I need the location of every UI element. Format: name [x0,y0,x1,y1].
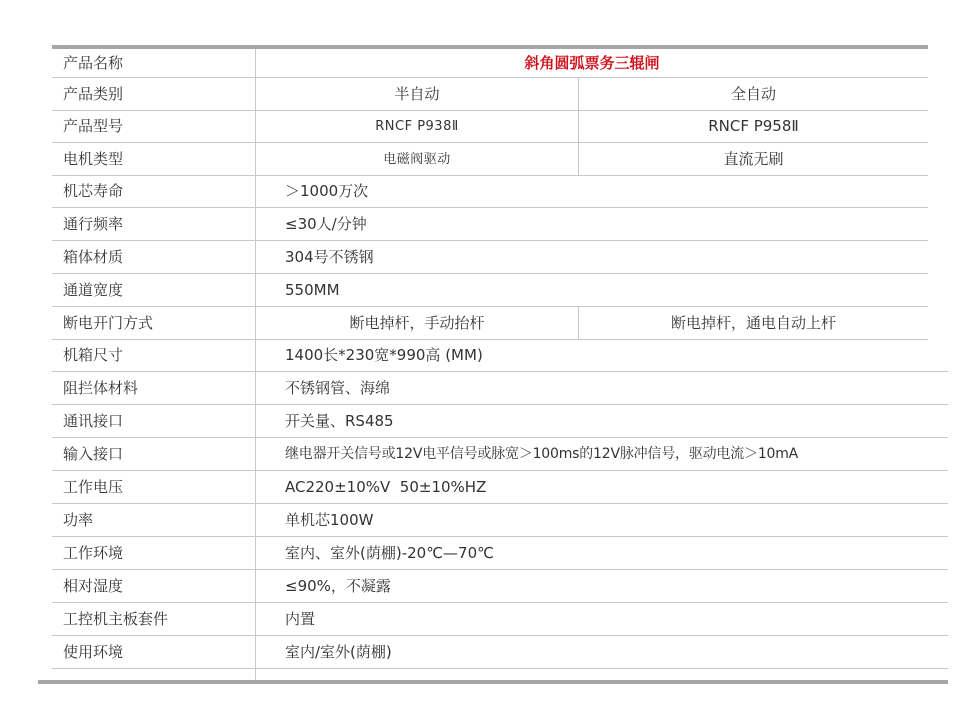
power-off-full-cell: 断电掉杆，通电自动上杆 [670,313,836,332]
row-divider [52,404,948,405]
row-divider [52,569,948,570]
spec-value: ≤90%，不凝露 [285,576,391,595]
row-divider [52,470,948,471]
row-label: 箱体材质 [63,247,124,266]
row-label: 机芯寿命 [63,182,124,200]
row-label: 阻拦体材料 [63,378,139,397]
row-divider [52,668,948,669]
row-label: 断电开门方式 [63,313,154,332]
row-label: 使用环境 [63,642,124,661]
semi-auto-cell: 半自动 [394,84,440,103]
row-divider [52,339,928,340]
model-cell: RNCF P938Ⅱ [375,119,459,134]
row-divider [52,175,928,176]
spec-value: 不锈钢管、海绵 [285,378,391,397]
spec-value: AC220±10%V 50±10%HZ [285,477,487,496]
spec-value: ≤30人/分钟 [285,214,367,233]
spec-value: 室内、室外(荫棚)-20℃—70℃ [285,543,494,562]
bottom-border [38,680,948,684]
row-label: 机箱尺寸 [63,346,124,364]
row-label: 工作环境 [63,543,124,562]
product-name-title: 斜角圆弧票务三辊闸 [524,53,660,72]
row-label: 产品型号 [63,117,124,135]
full-auto-cell: 全自动 [730,84,776,103]
row-divider [52,240,928,241]
row-label: 产品名称 [63,53,124,72]
row-divider [52,503,948,504]
spec-value: 室内/室外(荫棚) [285,642,392,661]
spec-value: ＞1000万次 [285,182,369,200]
spec-value: 单机芯100W [285,510,374,529]
row-label: 通讯接口 [63,411,124,430]
row-label: 电机类型 [63,149,124,168]
row-divider [52,602,948,603]
motor-cell: 电磁阀驱动 [383,151,451,167]
row-divider [52,536,948,537]
model-cell: RNCF P958Ⅱ [708,117,799,135]
spec-value: 开关量、RS485 [285,411,394,430]
spec-value: 1400长*230宽*990高 (MM) [285,346,483,364]
spec-value: 内置 [285,609,316,628]
row-divider [52,273,928,274]
row-divider [52,207,928,208]
spec-value: 继电器开关信号或12V电平信号或脉宽＞100ms的12V脉冲信号，驱动电流＞10mA [285,446,799,462]
row-label: 通行频率 [63,214,124,233]
row-label: 相对湿度 [63,576,124,595]
row-label: 功率 [63,510,94,529]
spec-value: 550MM [285,280,340,299]
power-off-semi-cell: 断电掉杆，手动抬杆 [349,313,485,332]
spec-value: 304号不锈钢 [285,247,374,266]
row-label: 通道宽度 [63,280,124,299]
row-label: 工控机主板套件 [63,609,169,628]
row-label: 工作电压 [63,477,124,496]
row-label: 输入接口 [63,444,124,463]
row-divider [52,371,948,372]
motor-cell: 直流无刷 [723,149,784,168]
row-divider [52,635,948,636]
row-label: 产品类别 [63,84,124,103]
